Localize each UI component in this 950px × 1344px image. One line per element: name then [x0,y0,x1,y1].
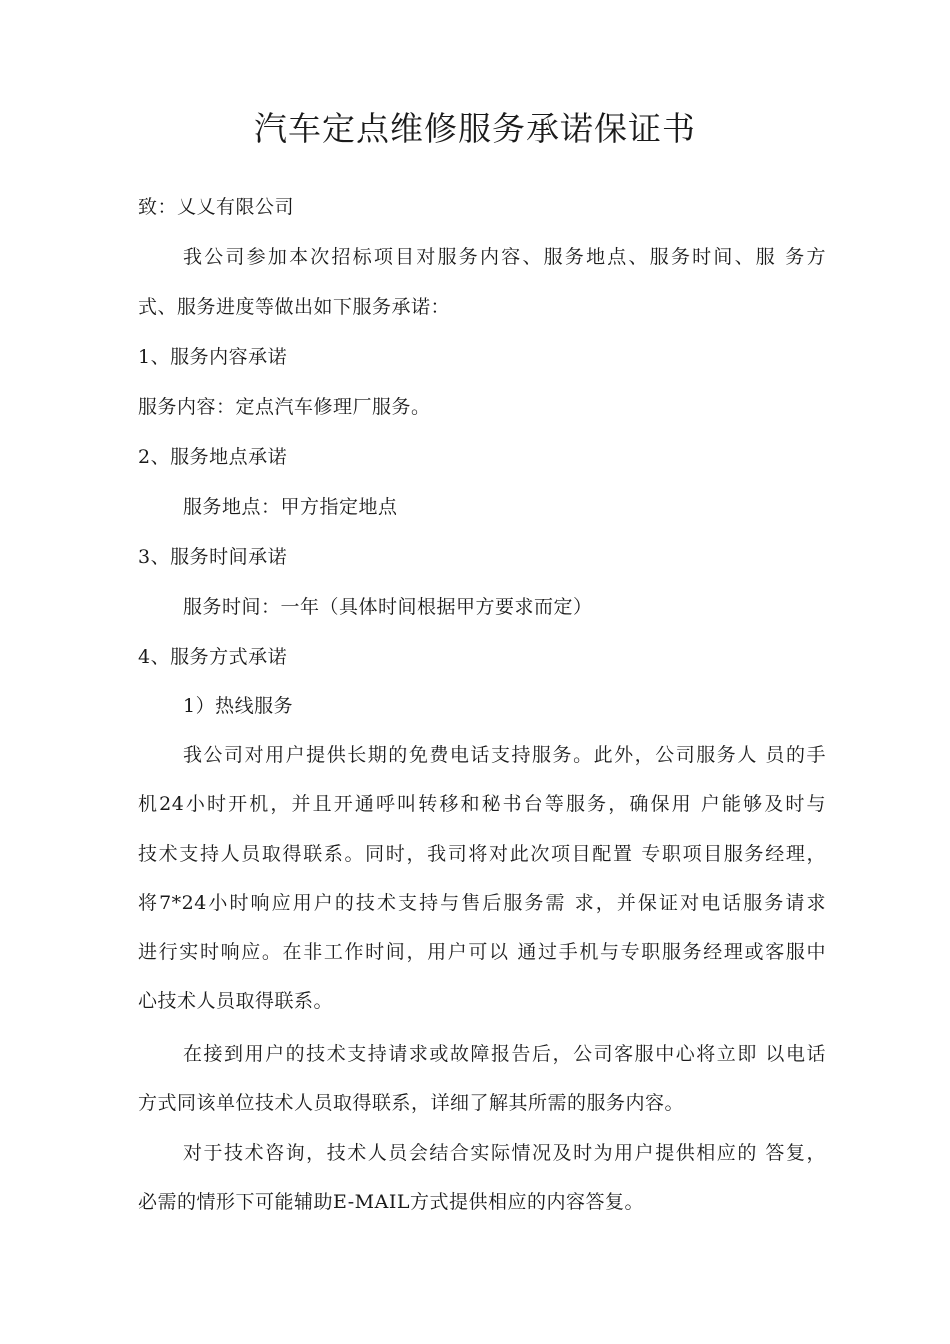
addressee: 致：乂乂有限公司 [138,196,295,218]
p3-line-1: 对于技术咨询，技术人员会结合实际情况及时为用户提供相应的 答复， [183,1142,826,1164]
intro-line-2: 式、服务进度等做出如下服务承诺： [138,296,451,318]
section-2-text: 服务地点：甲方指定地点 [183,496,398,518]
section-4-subheading: 1）热线服务 [183,695,294,717]
document-title: 汽车定点维修服务承诺保证书 [254,109,696,148]
p1-line-5: 进行实时响应。在非工作时间，用户可以 通过手机与专职服务经理或客服中 [138,941,826,963]
p1-line-2: 机24小时开机，并且开通呼叫转移和秘书台等服务，确保用 户能够及时与 [138,793,826,815]
section-2-heading: 2、服务地点承诺 [138,446,288,468]
p1-line-3: 技术支持人员取得联系。同时，我司将对此次项目配置 专职项目服务经理， [138,843,826,865]
section-1-text: 服务内容：定点汽车修理厂服务。 [138,396,431,418]
section-4-heading: 4、服务方式承诺 [138,646,288,668]
section-3-heading: 3、服务时间承诺 [138,546,288,568]
section-3-text: 服务时间：一年（具体时间根据甲方要求而定） [183,596,593,618]
section-1-heading: 1、服务内容承诺 [138,346,288,368]
p1-line-1: 我公司对用户提供长期的免费电话支持服务。此外，公司服务人 员的手 [183,744,826,766]
p2-line-1: 在接到用户的技术支持请求或故障报告后，公司客服中心将立即 以电话 [183,1043,826,1065]
p3-line-2: 必需的情形下可能辅助E-MAIL方式提供相应的内容答复。 [138,1191,644,1213]
p1-line-4: 将7*24小时响应用户的技术支持与售后服务需 求，并保证对电话服务请求 [138,892,826,914]
p1-line-6: 心技术人员取得联系。 [138,990,334,1012]
p2-line-2: 方式同该单位技术人员取得联系，详细了解其所需的服务内容。 [138,1092,685,1114]
intro-line-1: 我公司参加本次招标项目对服务内容、服务地点、服务时间、服 务方 [183,246,826,268]
